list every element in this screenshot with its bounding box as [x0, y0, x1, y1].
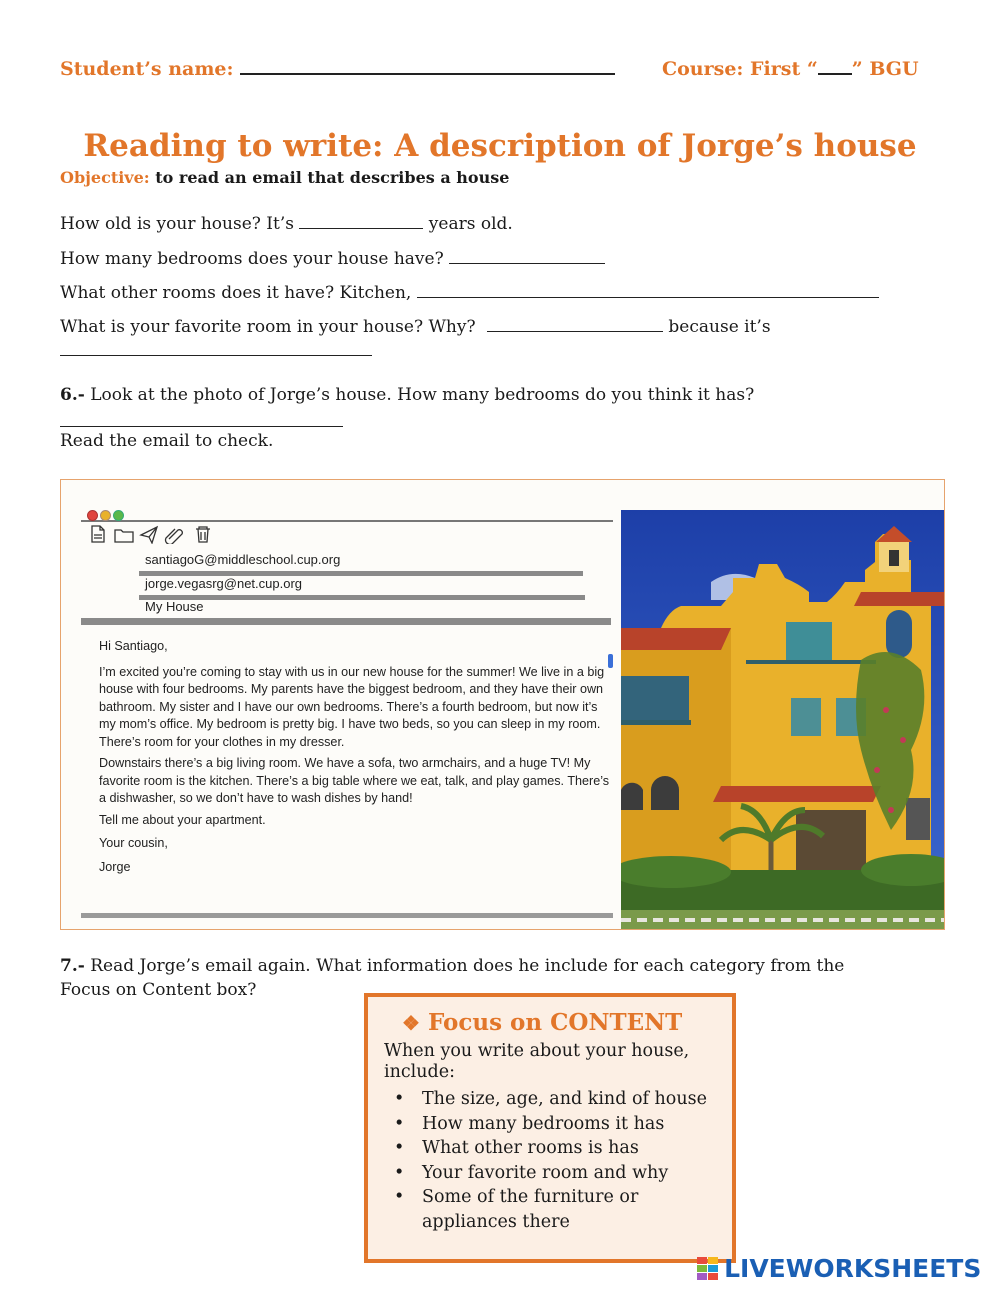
document-lines	[94, 535, 102, 538]
trash-icon	[196, 527, 210, 542]
focus-title	[402, 1009, 682, 1036]
minimize-dot-icon	[100, 510, 111, 521]
email-paragraph-2: Downstairs there’s a big living room. We have a sofa, two armchairs, and a huge TV! My favorite room is the kitchen. There’s a big table where we eat, talk, and play games. There’s a dishwasher, so we don’t have to wash dishes by hand!	[99, 756, 610, 805]
diamond-bullet-icon: ❖	[402, 1011, 420, 1035]
email-toolbar	[89, 524, 239, 548]
list-item: • Some of the furniture or appliances there	[384, 1185, 722, 1234]
list-item: • How many bedrooms it has	[384, 1112, 722, 1137]
list-item: • Your favorite room and why	[384, 1161, 722, 1186]
email-greeting: Hi Santiago,	[99, 639, 168, 653]
email-window	[81, 508, 621, 926]
student-name-label	[60, 58, 615, 80]
email-paragraph-3: Tell me about your apartment.	[99, 812, 266, 827]
question-text: Look at the photo of Jorge’s house. How many bedrooms do you think it has?	[90, 385, 755, 405]
question-favorite-room	[60, 317, 771, 337]
favorite-reason-field[interactable]	[60, 355, 372, 356]
divider	[81, 520, 613, 522]
page-title: Reading to write: A description of Jorge’s house	[83, 128, 917, 164]
house-age-field[interactable]	[299, 214, 423, 229]
question-house-age	[60, 214, 513, 234]
maximize-dot-icon	[113, 510, 124, 521]
question-bedrooms	[60, 249, 605, 269]
course-field[interactable]	[818, 59, 852, 75]
question-number: 7.-	[60, 956, 85, 976]
email-to: jorge.vegasrg@net.cup.org	[145, 576, 303, 591]
email-from: santiagoG@middleschool.cup.org	[145, 552, 341, 567]
house-photo	[621, 510, 944, 929]
focus-title-text: Focus on CONTENT	[427, 1009, 683, 1036]
email-signature: Jorge	[99, 859, 131, 874]
email-closing: Your cousin,	[99, 836, 168, 850]
logo-text: LIVEWORKSHEETS	[724, 1254, 982, 1283]
field-divider	[139, 595, 585, 600]
objective-text: to read an email that describes a house	[155, 168, 510, 187]
email-body	[99, 638, 611, 880]
question-text: because it’s	[668, 317, 771, 337]
focus-intro: When you write about your house, include:	[384, 1041, 690, 1082]
other-rooms-field[interactable]	[417, 283, 879, 298]
divider	[81, 913, 613, 918]
objective-label: Objective:	[60, 168, 150, 187]
liveworksheets-logo	[697, 1254, 981, 1283]
course-suffix: ” BGU	[851, 58, 919, 80]
attach-icon	[166, 529, 183, 544]
course-label	[662, 58, 919, 80]
course-prefix: Course: First “	[662, 58, 818, 80]
new-document-icon	[92, 526, 104, 542]
email-paragraph-1: I’m excited you’re coming to stay with us in our new house for the summer! We live in a big house with four bedrooms. My parents have the biggest bedroom, and they have their own bathroom. My sister and I have our own bedrooms. There’s a fourth bedroom, but now it’s my mom’s office. My bedroom is pretty big. I have two beds, so you can sleep in my room. There’s room for your clothes in my dresser.	[99, 664, 605, 749]
question-number: 6.-	[60, 385, 85, 405]
question-text: How old is your house? It’s	[60, 214, 294, 234]
folder-icon	[115, 530, 133, 542]
question-text: Read Jorge’s email again. What information does he include for each category from the	[90, 956, 845, 976]
question-7-line-2: Focus on Content box?	[60, 980, 257, 1000]
question-text: How many bedrooms does your house have?	[60, 249, 444, 269]
send-icon	[141, 527, 157, 543]
focus-list	[384, 1087, 722, 1234]
list-item: • What other rooms is has	[384, 1136, 722, 1161]
liveworksheets-logo-icon	[697, 1257, 719, 1281]
student-name-text: Student’s name:	[60, 58, 234, 80]
bedrooms-guess-field[interactable]	[60, 426, 343, 427]
email-subject: My House	[145, 599, 204, 614]
focus-on-content-box	[364, 993, 736, 1263]
objective	[60, 168, 509, 187]
question-7	[60, 956, 844, 976]
question-other-rooms	[60, 283, 879, 303]
question-6	[60, 385, 754, 405]
student-name-field[interactable]	[240, 59, 615, 75]
field-divider	[81, 618, 611, 625]
close-dot-icon	[87, 510, 98, 521]
favorite-room-field[interactable]	[487, 317, 663, 332]
read-email-instruction: Read the email to check.	[60, 431, 274, 451]
bedrooms-field[interactable]	[449, 249, 605, 264]
email-figure	[60, 479, 945, 930]
question-text: What other rooms does it have? Kitchen,	[60, 283, 412, 303]
question-text: What is your favorite room in your house? Why?	[60, 317, 476, 337]
question-text: years old.	[428, 214, 513, 234]
toolbar-icons	[89, 524, 239, 544]
list-item: • The size, age, and kind of house	[384, 1087, 722, 1112]
